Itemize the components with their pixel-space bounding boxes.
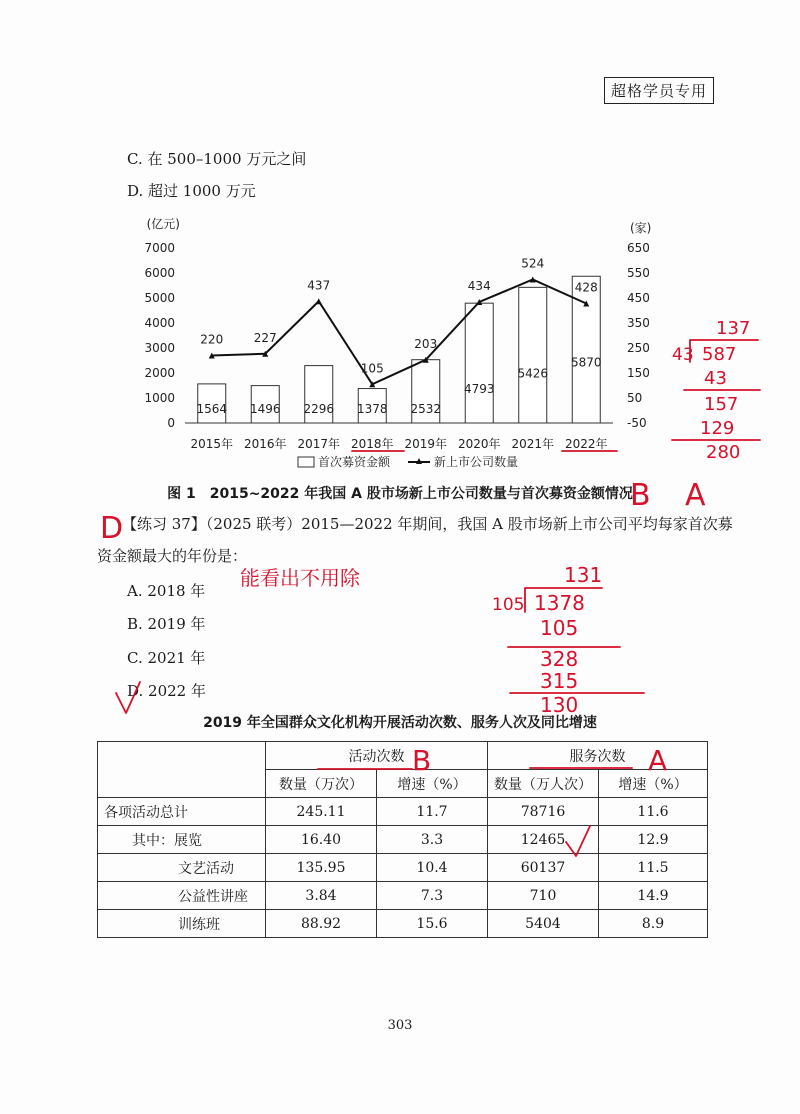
bar-data-label: 1564 xyxy=(196,402,228,416)
group-header-activities: 活动次数 xyxy=(266,742,488,770)
bar-data-label: 5426 xyxy=(517,366,549,381)
cell: 10.4 xyxy=(377,854,488,882)
calc2-quotient: 131 xyxy=(564,563,603,587)
line-data-label: 105 xyxy=(360,361,384,376)
cell: 60137 xyxy=(488,854,599,882)
y-right-tick: 450 xyxy=(627,291,650,305)
y-right-unit: (家) xyxy=(630,221,652,235)
cell: 7.3 xyxy=(377,882,488,910)
handwritten-note: 能看出不用除 xyxy=(240,566,360,590)
y-left-tick: 1000 xyxy=(144,391,175,405)
y-right-tick: 650 xyxy=(627,241,650,255)
y-left-tick: 3000 xyxy=(144,341,175,355)
row-label: 各项活动总计 xyxy=(98,798,266,826)
calc1-step4: 280 xyxy=(706,442,741,463)
cell: 11.5 xyxy=(599,854,708,882)
bar-data-label: 2532 xyxy=(410,402,442,416)
line-data-label: 203 xyxy=(414,336,438,351)
y-right-tick: 50 xyxy=(627,391,643,405)
calc2-step1: 105 xyxy=(540,616,579,640)
option-d: D. 2022 年 xyxy=(127,682,206,700)
calc1-quotient: 137 xyxy=(716,318,751,339)
y-left-tick: 5000 xyxy=(144,291,175,305)
cell: 5404 xyxy=(488,910,599,938)
y-right-tick: 350 xyxy=(627,316,650,330)
row-label: 公益性讲座 xyxy=(98,882,266,910)
x-tick-label: 2015年 xyxy=(190,437,234,451)
cell: 11.6 xyxy=(599,798,708,826)
prev-option-d: D. 超过 1000 万元 xyxy=(127,182,256,200)
calc1-divisor: 43 xyxy=(672,345,694,365)
y-right-tick: -50 xyxy=(627,416,647,430)
bar-data-label: 4793 xyxy=(463,382,495,397)
cell: 710 xyxy=(488,882,599,910)
x-tick-label: 2016年 xyxy=(243,437,287,451)
bar-data-label: 1378 xyxy=(356,402,388,416)
table-mark-a: A xyxy=(648,744,668,777)
table-title: 2019 年全国群众文化机构开展活动次数、服务人次及同比增速 xyxy=(203,715,597,731)
bar-data-label: 1496 xyxy=(249,402,281,416)
cell: 78716 xyxy=(488,798,599,826)
line-data-label: 524 xyxy=(521,256,545,271)
calc2-step4: 130 xyxy=(540,693,579,717)
y-left-tick: 2000 xyxy=(144,366,175,380)
calc2-dividend: 1378 xyxy=(534,591,585,615)
x-tick-label: 2020年 xyxy=(457,437,501,451)
cell: 88.92 xyxy=(266,910,377,938)
x-tick-label: 2018年 xyxy=(350,437,394,451)
y-right-tick: 150 xyxy=(627,366,650,380)
x-tick-label: 2019年 xyxy=(404,437,448,451)
cell: 135.95 xyxy=(266,854,377,882)
group-header-services: 服务次数 xyxy=(488,742,708,770)
option-a: A. 2018 年 xyxy=(127,582,206,600)
x-tick-label: 2021年 xyxy=(511,437,555,451)
cell: 3.3 xyxy=(377,826,488,854)
calc1-step1: 43 xyxy=(704,368,727,389)
line-data-label: 437 xyxy=(307,278,331,293)
line-data-label: 434 xyxy=(467,279,491,293)
row-label: 文艺活动 xyxy=(98,854,266,882)
mark-b: B xyxy=(630,478,651,513)
y-right-tick: 250 xyxy=(627,341,650,355)
header-badge: 超格学员专用 xyxy=(604,77,714,104)
cell: 15.6 xyxy=(377,910,488,938)
line-data-label: 428 xyxy=(574,280,598,295)
cell: 245.11 xyxy=(266,798,377,826)
calc1-step2: 157 xyxy=(704,394,739,415)
check-option-d xyxy=(116,682,140,713)
calc1-step3: 129 xyxy=(700,418,735,439)
line-data-label: 220 xyxy=(200,332,224,347)
y-left-tick: 0 xyxy=(167,416,175,430)
answer-letter: D xyxy=(100,511,124,546)
chart-caption: 图 1 2015~2022 年我国 A 股市场新上市公司数量与首次募资金额情况 xyxy=(167,486,633,502)
y-left-tick: 7000 xyxy=(144,241,175,255)
mark-a: A xyxy=(685,478,706,513)
row-label: 训练班 xyxy=(98,910,266,938)
y-right-tick: 550 xyxy=(627,266,650,280)
prev-option-c: C. 在 500–1000 万元之间 xyxy=(127,150,307,168)
calc2-step2: 328 xyxy=(540,647,579,671)
x-tick-label: 2017年 xyxy=(297,437,341,451)
sub-header-growth-2: 增速（%） xyxy=(599,770,708,798)
question-stem: 【练习 37】（2025 联考）2015—2022 年期间，我国 A 股市场新上市公司平均每家首次募 xyxy=(122,515,733,533)
cell: 3.84 xyxy=(266,882,377,910)
calc1-dividend: 587 xyxy=(702,344,737,365)
calc2-step3: 315 xyxy=(540,669,579,693)
sub-header-count: 数量（万次） xyxy=(266,770,377,798)
sub-header-people: 数量（万人次） xyxy=(488,770,599,798)
cell: 12465 xyxy=(488,826,599,854)
table-mark-b: B xyxy=(412,744,432,777)
check-cell xyxy=(566,826,590,856)
legend-line-label: 新上市公司数量 xyxy=(434,455,519,469)
y-left-unit: (亿元) xyxy=(146,217,180,231)
y-left-tick: 4000 xyxy=(144,316,175,330)
bar-data-label: 2296 xyxy=(303,402,335,416)
cell: 8.9 xyxy=(599,910,708,938)
cell: 16.40 xyxy=(266,826,377,854)
x-tick-label: 2022年 xyxy=(564,437,608,451)
question-stem-cont: 资金额最大的年份是： xyxy=(97,547,248,565)
page-number: 303 xyxy=(387,1018,413,1033)
row-label: 其中：展览 xyxy=(98,826,266,854)
option-c: C. 2021 年 xyxy=(127,649,206,667)
y-left-tick: 6000 xyxy=(144,266,175,280)
option-b: B. 2019 年 xyxy=(127,615,206,633)
legend-bar-label: 首次募资金额 xyxy=(318,455,391,469)
calc2-divisor: 105 xyxy=(492,595,525,615)
cell: 11.7 xyxy=(377,798,488,826)
line-data-label: 227 xyxy=(253,330,277,345)
cell: 12.9 xyxy=(599,826,708,854)
bar-data-label: 5870 xyxy=(570,355,602,370)
sub-header-growth: 增速（%） xyxy=(377,770,488,798)
cell: 14.9 xyxy=(599,882,708,910)
